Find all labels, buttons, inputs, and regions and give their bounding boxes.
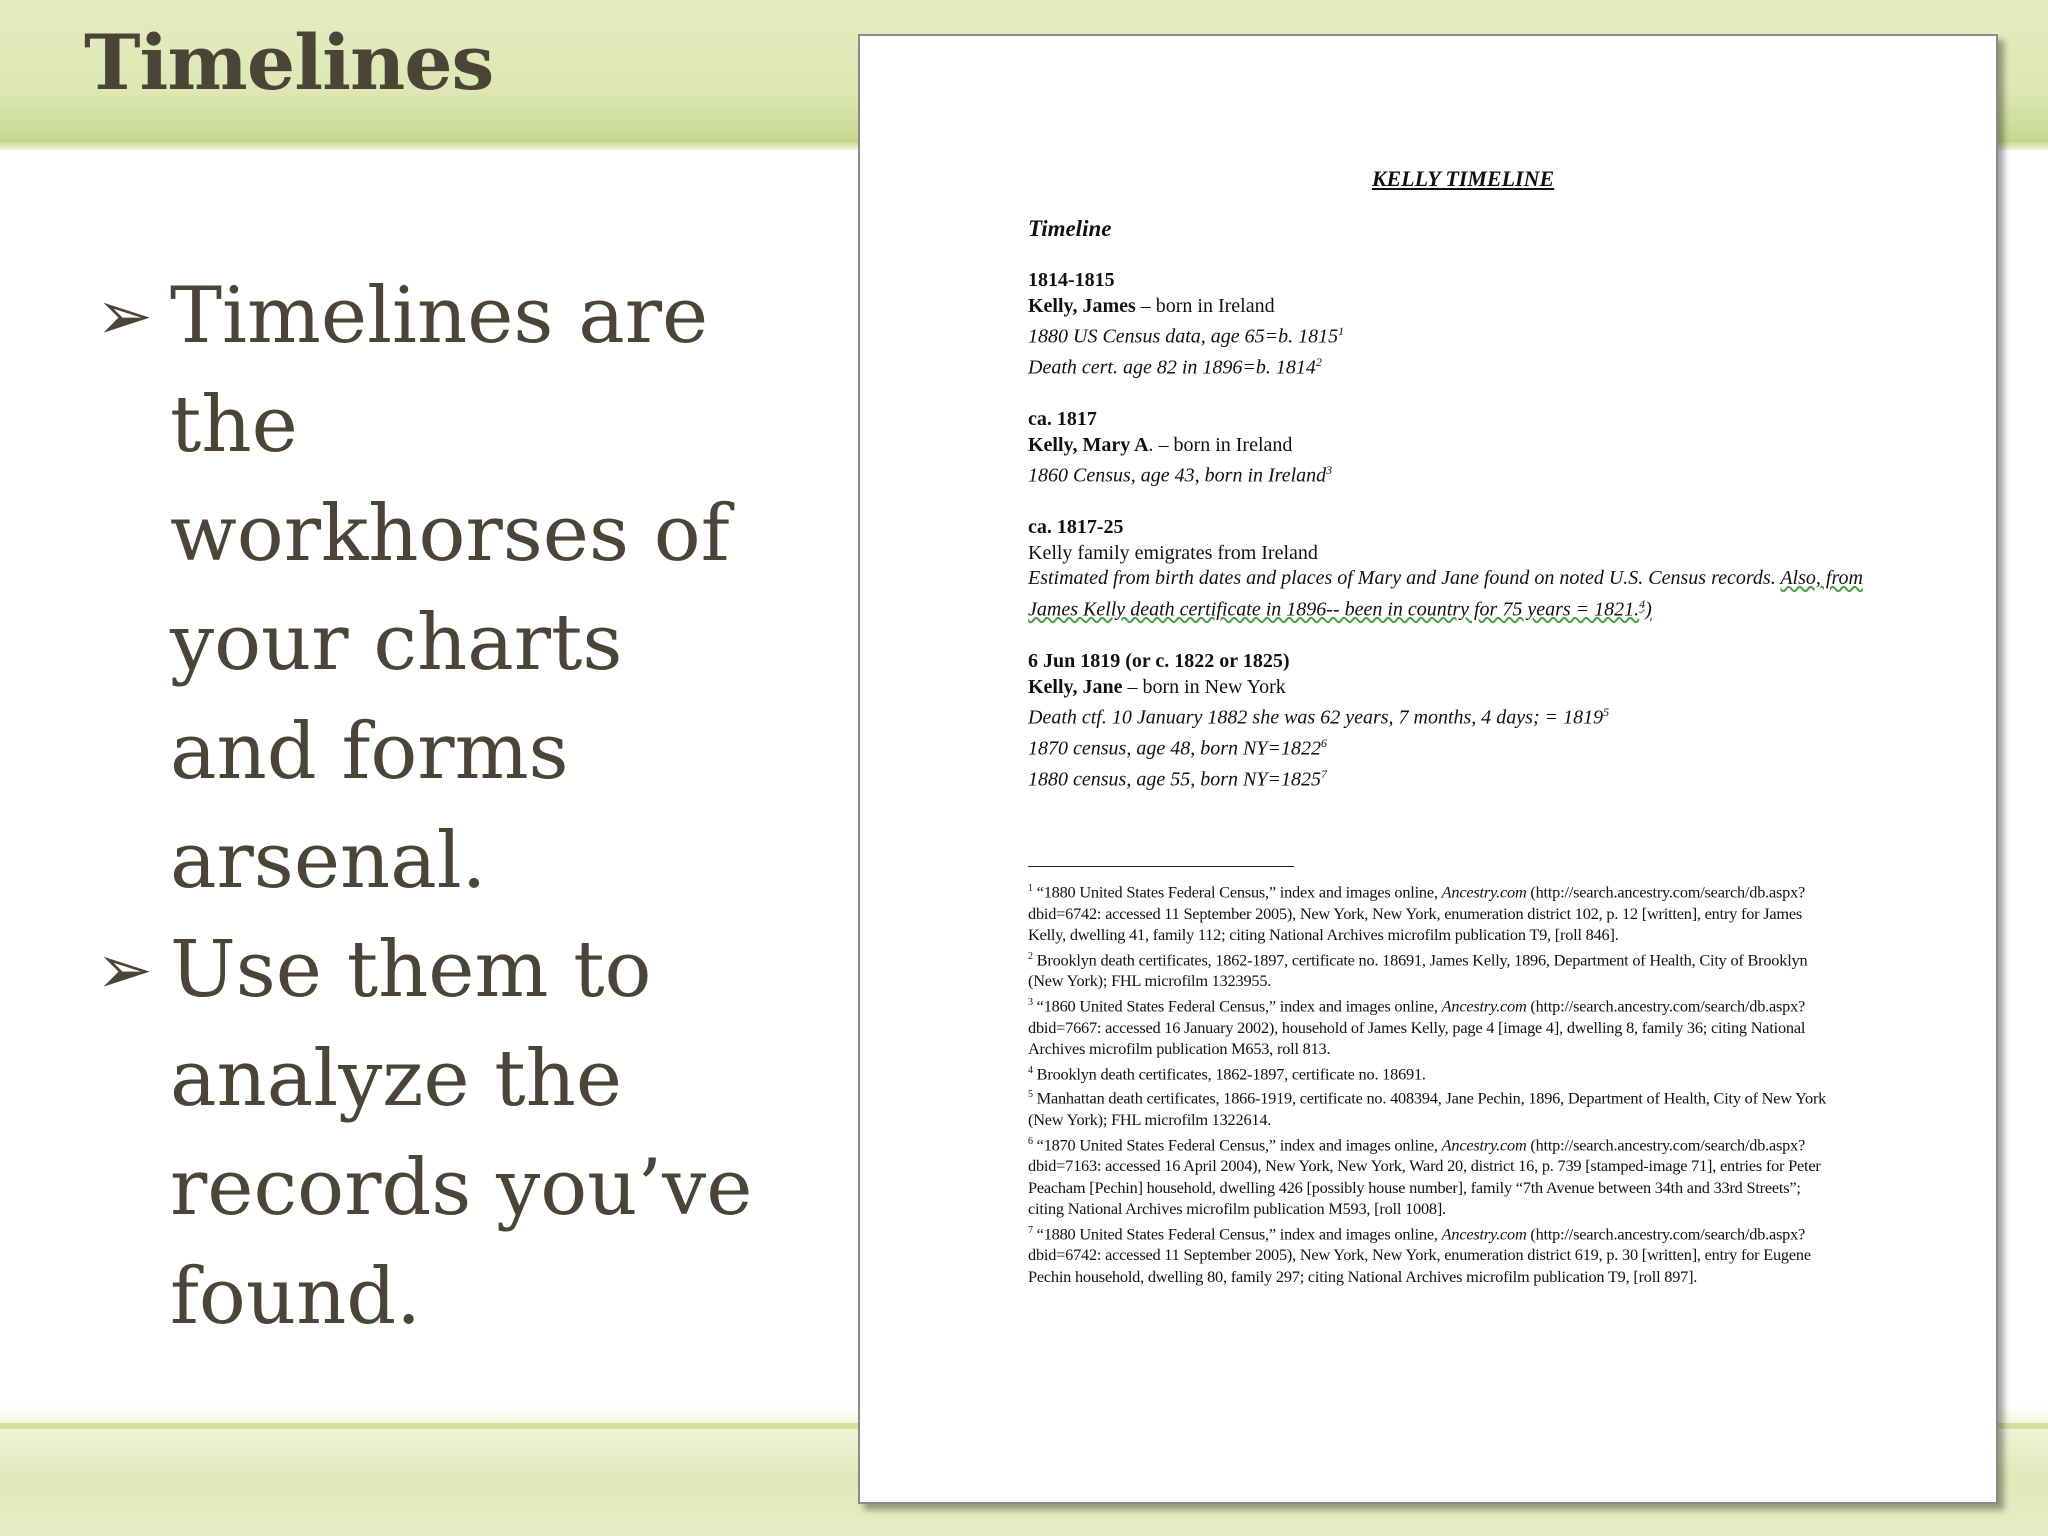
footnotes bbox=[1028, 878, 1834, 1287]
entry-name: Kelly, James bbox=[1028, 294, 1136, 317]
entry-date: 6 Jun 1819 (or c. 1822 or 1825) bbox=[1028, 650, 1290, 673]
entry-name: Kelly, Jane bbox=[1028, 675, 1123, 698]
entry-event: – born in New York bbox=[1122, 675, 1286, 698]
entry-source: Death ctf. 10 January 1882 she was 62 years, 7 months, 4 days; = $1819^5$ bbox=[1028, 705, 1610, 729]
entry-source: 1860 Census, age 43, born in Ireland$^3$ bbox=[1028, 463, 1333, 487]
document-title: KELLY TIMELINE bbox=[1371, 166, 1555, 191]
entry-event: Kelly family emigrates from Ireland bbox=[1028, 541, 1318, 564]
entry-source: Death cert. age 82 in 1896=b. 1814$^2$ bbox=[1028, 355, 1322, 379]
arrow-bullet-icon: ➢ bbox=[96, 277, 153, 356]
bullet-text: Use them to analyze the records you’ve found. bbox=[170, 925, 753, 1342]
entry-note: Estimated from birth dates and places of Mary and Jane found on noted U.S. Census records. Also, from James Kelly death certificate in 1896-- been in country for 75 years = 1821.$^4$) bbox=[1028, 567, 1863, 621]
timeline-body bbox=[1028, 216, 1888, 820]
timeline-heading: Timeline bbox=[1028, 216, 1112, 241]
entry-name: Kelly, Mary A bbox=[1028, 433, 1149, 456]
footnote-separator bbox=[1028, 866, 1294, 867]
entry-source: 1880 US Census data, age 65=b. 1815$^1$ bbox=[1028, 324, 1345, 348]
footnote: $^1$ “1880 United States Federal Census,” index and images online, Ancestry.com (http://search.ancestry.com/search/db.aspx?dbid=6742: accessed 11 September 2005), New York, New York, enumeration district 102, p. 12 [written], entry for James Kelly, dwelling 41, family 112; citing National Archives microfilm publication T9, [roll 846]. bbox=[1028, 882, 1806, 945]
bullet-item bbox=[96, 262, 776, 916]
entry-event: . – born in Ireland bbox=[1148, 433, 1293, 456]
footnote: $^7$ “1880 United States Federal Census,” index and images online, Ancestry.com (http://search.ancestry.com/search/db.aspx?dbid=6742: accessed 11 September 2005), New York, New York, enumeration district 619, p. 30 [written], entry for Eugene Pechin household, dwelling 80, family 297; citing National Archives microfilm publication T9, [roll 897]. bbox=[1028, 1224, 1811, 1286]
bullet-text: Timelines are the workhorses of your charts and forms arsenal. bbox=[170, 271, 730, 906]
document-page bbox=[858, 34, 1998, 1504]
timeline-entry bbox=[1028, 407, 1888, 489]
entry-date: 1814-1815 bbox=[1028, 269, 1115, 291]
bullet-item bbox=[96, 916, 776, 1352]
slide-title: Timelines bbox=[84, 18, 494, 107]
timeline-entry bbox=[1028, 515, 1888, 623]
entry-date: ca. 1817 bbox=[1028, 408, 1097, 431]
footnote: $^5$ Manhattan death certificates, 1866-1919, certificate no. 408394, Jane Pechin, 1896, Department of Health, City of New York (New York); FHL microfilm 1322614. bbox=[1028, 1088, 1827, 1130]
footnote: $^3$ “1860 United States Federal Census,” index and images online, Ancestry.com (http://search.ancestry.com/search/db.aspx?dbid=7667: accessed 16 January 2002), household of James Kelly, page 4 [image 4], dwelling 8, family 36; citing National Archives microfilm publication M653, roll 813. bbox=[1028, 996, 1806, 1059]
footnote: $^4$ Brooklyn death certificates, 1862-1897, certificate no. 18691. bbox=[1028, 1063, 1426, 1083]
entry-source: 1870 census, age 48, born $NY=1822^6$ bbox=[1028, 736, 1327, 760]
footnote: $^2$ Brooklyn death certificates, 1862-1897, certificate no. 18691, James Kelly, 1896, Department of Health, City of Brooklyn (New York); FHL microfilm 1323955. bbox=[1028, 950, 1808, 991]
timeline-entry bbox=[1028, 268, 1888, 381]
entry-event: – born in Ireland bbox=[1135, 294, 1275, 317]
entry-date: ca. 1817-25 bbox=[1028, 516, 1124, 539]
entry-source: 1880 census, age 55, born $NY=1825^7$ bbox=[1028, 767, 1327, 792]
bullet-list bbox=[96, 262, 776, 1352]
arrow-bullet-icon: ➢ bbox=[96, 931, 153, 1010]
footnote: $^6$ “1870 United States Federal Census,” index and images online, Ancestry.com (http://search.ancestry.com/search/db.aspx?dbid=7163: accessed 16 April 2004), New York, New York, Ward 20, district 16, p. 739 [stamped-image 71], entries for Peter Peacham [Pechin] household, dwelling 426 [possibly house number], family “7th Avenue between 34th and 33rd Streets”; citing National Archives microfilm publication M593, [roll 1008]. bbox=[1028, 1135, 1821, 1219]
timeline-entry bbox=[1028, 649, 1888, 793]
